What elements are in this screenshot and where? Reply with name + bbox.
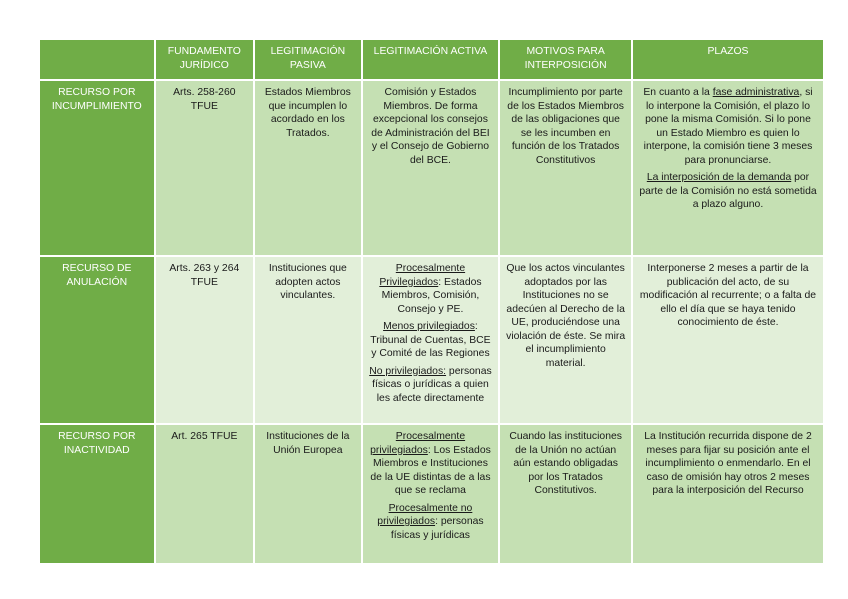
motivos-cell: Que los actos vinculantes adoptados por las Instituciones no se adecúen al Derecho de la UE, produciéndose una violación de éste. Se mira el incumplimiento material.: [500, 257, 631, 423]
pasiva-cell: Estados Miembros que incumplen lo acordado en los Tratados.: [255, 81, 361, 255]
activa-paragraph: [368, 502, 494, 543]
underlined-term: La interposición de la demanda: [646, 172, 792, 183]
text-span: En cuanto a la: [643, 87, 713, 98]
plazos-cell: La Institución recurrida dispone de 2 meses para fijar su posición ante el incumplimiento o enmendarlo. En el caso de omisión hay otros 2 meses para la interposición del Recurso: [633, 425, 823, 563]
table-row: [40, 257, 823, 423]
text-span: personas físicas o jurídicas a quien les afecte directamente: [372, 365, 492, 404]
table-row: [40, 425, 823, 563]
fundamento-cell: Art. 265 TFUE: [156, 425, 254, 563]
motivos-cell: Incumplimiento por parte de los Estados Miembros de las obligaciones que se les incumben en función de los Tratados Constitutivos: [500, 81, 631, 255]
activa-cell: Comisión y Estados Miembros. De forma excepcional los consejos de Administración del BEI y el Consejo de Gobierno del BCE.: [363, 81, 499, 255]
text-span: : Los Estados Miembros e Instituciones de la UE distintas de a las que se reclama: [370, 444, 491, 496]
plazos-cell: Interponerse 2 meses a partir de la publicación del acto, de su modificación al recurrente; o a falta de ello el día que se haya tenido conocimiento de éste.: [633, 257, 823, 423]
plazos-paragraph: [638, 86, 818, 167]
recursos-table: [38, 38, 825, 565]
header-plazos: PLAZOS: [633, 40, 823, 79]
pasiva-cell: Instituciones de la Unión Europea: [255, 425, 361, 563]
activa-paragraph: [368, 320, 494, 361]
underlined-term: fase administrativa: [712, 87, 800, 98]
underlined-term: Procesalmente privilegiados: [370, 431, 466, 456]
fundamento-cell: Arts. 263 y 264 TFUE: [156, 257, 254, 423]
activa-paragraph: [368, 365, 494, 406]
text-span: : Tribunal de Cuentas, BCE y Comité de las Regiones: [370, 321, 491, 359]
plazos-paragraph: [638, 171, 818, 212]
header-cell-empty: [40, 40, 154, 79]
activa-cell: [363, 425, 499, 563]
underlined-term: Procesalmente no privilegiados: [377, 502, 473, 527]
plazos-cell: [633, 81, 823, 255]
motivos-cell: Cuando las instituciones de la Unión no actúan aún estando obligadas por los Tratados Constitutivos.: [500, 425, 631, 563]
pasiva-cell: Instituciones que adopten actos vinculantes.: [255, 257, 361, 423]
text-span: : personas físicas y jurídicas: [390, 516, 484, 541]
row-title: RECURSO DE ANULACIÓN: [40, 257, 154, 423]
row-title: RECURSO POR INACTIVIDAD: [40, 425, 154, 563]
header-pasiva: LEGITIMACIÓN PASIVA: [255, 40, 361, 79]
header-fundamento: FUNDAMENTO JURÍDICO: [156, 40, 254, 79]
underlined-term: No privilegiados:: [369, 365, 447, 377]
underlined-term: Menos privilegiados: [383, 321, 475, 332]
header-motivos: MOTIVOS PARA INTERPOSICIÓN: [500, 40, 631, 79]
table-row: [40, 81, 823, 255]
text-span: por parte de la Comisión no está sometida a plazo alguno.: [639, 172, 817, 210]
header-row: [40, 40, 823, 79]
document-page: [38, 38, 825, 565]
fundamento-cell: Arts. 258-260 TFUE: [156, 81, 254, 255]
underlined-term: Procesalmente Privilegiados: [379, 263, 466, 288]
row-title: RECURSO POR INCUMPLIMIENTO: [40, 81, 154, 255]
activa-cell: [363, 257, 499, 423]
text-span: : Estados Miembros, Comisión, Consejo y PE.: [381, 276, 482, 315]
text-span: , si lo interpone la Comisión, el plazo lo pone la misma Comisión. Si lo pone un Estado Miembro es quien lo interpone, la comisión tiene 3 meses para pronunciarse.: [643, 87, 813, 166]
activa-paragraph: [368, 262, 494, 316]
activa-paragraph: [368, 430, 494, 498]
header-activa: LEGITIMACIÓN ACTIVA: [363, 40, 499, 79]
